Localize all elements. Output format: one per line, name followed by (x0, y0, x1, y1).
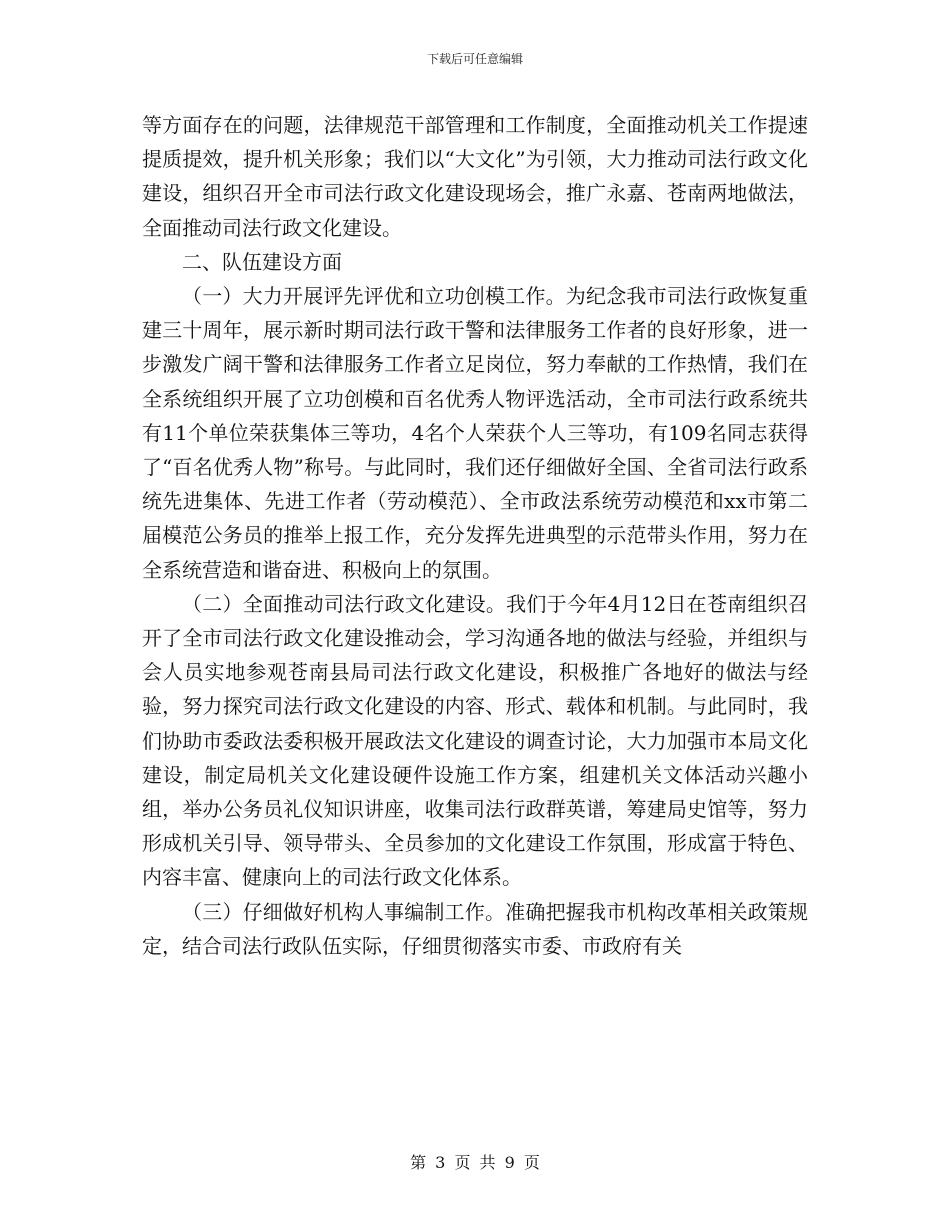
page-header: 下载后可任意编辑 (426, 52, 523, 66)
paragraph-staffing: （三）仔细做好机构人事编制工作。准确把握我市机构改革相关政策规定，结合司法行政队伍实际，仔细贯彻落实市委、市政府有关 (142, 899, 808, 958)
document-body (142, 108, 808, 963)
page-number: 第 3 页 共 9 页 (410, 1153, 540, 1172)
section-heading: 二、队伍建设方面 (182, 249, 342, 274)
paragraph-awards: （一）大力开展评先评优和立功创模工作。为纪念我市司法行政恢复重建三十周年，展示新时期司法行政干警和法律服务工作者的良好形象，进一步激发广阔干警和法律服务工作者立足岗位，努力奉献的工作热情，我们在全系统组织开展了立功创模和百名优秀人物评选活动，全市司法行政系统共有11个单位荣获集体三等功，4名个人荣获个人三等功，有109名同志获得了“百名优秀人物”称号。与此同时，我们还仔细做好全国、全省司法行政系统先进集体、先进工作者（劳动模范）、全市政法系统劳动模范和xx市第二届模范公务员的推举上报工作，充分发挥先进典型的示范带头作用，努力在全系统营造和谐奋进、积极向上的氛围。 (142, 284, 808, 582)
paragraph-continuation: 等方面存在的问题，法律规范干部管理和工作制度，全面推动机关工作提速提质提效，提升机关形象；我们以“大文化”为引领，大力推动司法行政文化建设，组织召开全市司法行政文化建设现场会，推广永嘉、苍南两地做法，全面推动司法行政文化建设。 (142, 113, 808, 240)
paragraph-culture: （二）全面推动司法行政文化建设。我们于今年4月12日在苍南组织召开了全市司法行政文化建设推动会，学习沟通各地的做法与经验，并组织与会人员实地参观苍南县局司法行政文化建设，积极推广各地好的做法与经验，努力探究司法行政文化建设的内容、形式、载体和机制。与此同时，我们协助市委政法委积极开展政法文化建设的调查讨论，大力加强市本局文化建设，制定局机关文化建设硬件设施工作方案，组建机关文体活动兴趣小组，举办公务员礼仪知识讲座，收集司法行政群英谱，筹建局史馆等，努力形成机关引导、领导带头、全员参加的文化建设工作氛围，形成富于特色、内容丰富、健康向上的司法行政文化体系。 (142, 591, 808, 890)
